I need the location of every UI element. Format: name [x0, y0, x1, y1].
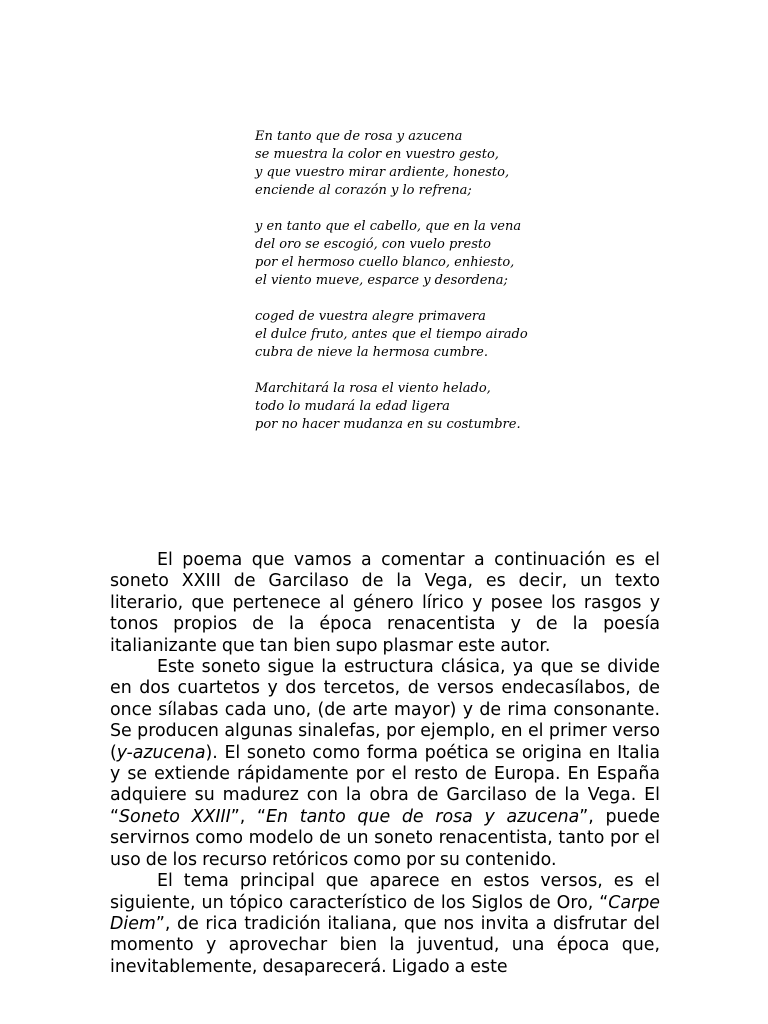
poem-line: Marchitará la rosa el viento helado, — [255, 381, 491, 396]
poem-line: todo lo mudará la edad ligera — [255, 399, 450, 414]
poem-line: se muestra la color en vuestro gesto, — [255, 147, 499, 162]
emphasis-text: Carpe Diem — [110, 892, 660, 934]
poem — [255, 128, 575, 434]
poem-line: el viento mueve, esparce y desordena; — [255, 273, 508, 288]
commentary — [110, 550, 660, 978]
poem-line: En tanto que de rosa y azucena — [255, 129, 463, 144]
commentary-text: ”, de rica tradición italiana, que nos invita a disfrutar del momento y aprovechar bien la juventud, una época que, inevitablemente, desaparecerá. Ligado a este — [110, 913, 660, 977]
poem-line: enciende al corazón y lo refrena; — [255, 183, 472, 198]
commentary-text: El poema que vamos a comentar a continuación es el soneto XXIII de Garcilaso de la Vega, es decir, un texto literario, que pertenece al género lírico y posee los rasgos y tonos propios de la época renacentista y de la poesía italianizante que tan bien supo plasmar este autor. — [110, 550, 660, 656]
emphasis-text: En tanto que de rosa y azucena — [266, 806, 580, 827]
commentary-paragraph-1 — [110, 550, 660, 657]
poem-line: del oro se escogió, con vuelo presto — [255, 237, 491, 252]
poem-line: coged de vuestra alegre primavera — [255, 309, 486, 324]
poem-line: y que vuestro mirar ardiente, honesto, — [255, 165, 510, 180]
poem-line: el dulce fruto, antes que el tiempo airado — [255, 327, 528, 342]
commentary-text: Este soneto sigue la estructura clásica, ya que se divide en dos cuartetos y dos tercetos, de versos endecasílabos, de once sílabas cada uno, (de arte mayor) y de rima consonante. Se producen algunas sinalefas, por ejemplo, en el primer verso ( — [110, 657, 660, 763]
poem-line: y en tanto que el cabello, que en la vena — [255, 219, 522, 234]
poem-stanza-1 — [255, 128, 575, 200]
commentary-paragraph-2 — [110, 657, 660, 871]
poem-line: por el hermoso cuello blanco, enhiesto, — [255, 255, 515, 270]
poem-stanza-2 — [255, 218, 575, 290]
commentary-text: El tema principal que aparece en estos versos, es el siguiente, un tópico característico de los Siglos de Oro, “ — [110, 871, 660, 913]
poem-line: por no hacer mudanza en su costumbre. — [255, 417, 521, 432]
commentary-text: ). El soneto como forma poética se origina en Italia y se extiende rápidamente por el resto de Europa. En España adquiere su madurez con la obra de Garcilaso de la Vega. El “ — [110, 742, 660, 827]
emphasis-text: y-azucena — [116, 742, 206, 763]
poem-stanza-3 — [255, 308, 575, 362]
emphasis-text: Soneto XXIII — [119, 806, 231, 827]
commentary-paragraph-3 — [110, 871, 660, 978]
poem-line: cubra de nieve la hermosa cumbre. — [255, 345, 488, 360]
poem-stanza-4 — [255, 380, 575, 434]
commentary-text: ”, “ — [230, 806, 267, 827]
commentary-text: ”, puede servirnos como modelo de un soneto renacentista, tanto por el uso de los recurso retóricos como por su contenido. — [110, 806, 660, 870]
